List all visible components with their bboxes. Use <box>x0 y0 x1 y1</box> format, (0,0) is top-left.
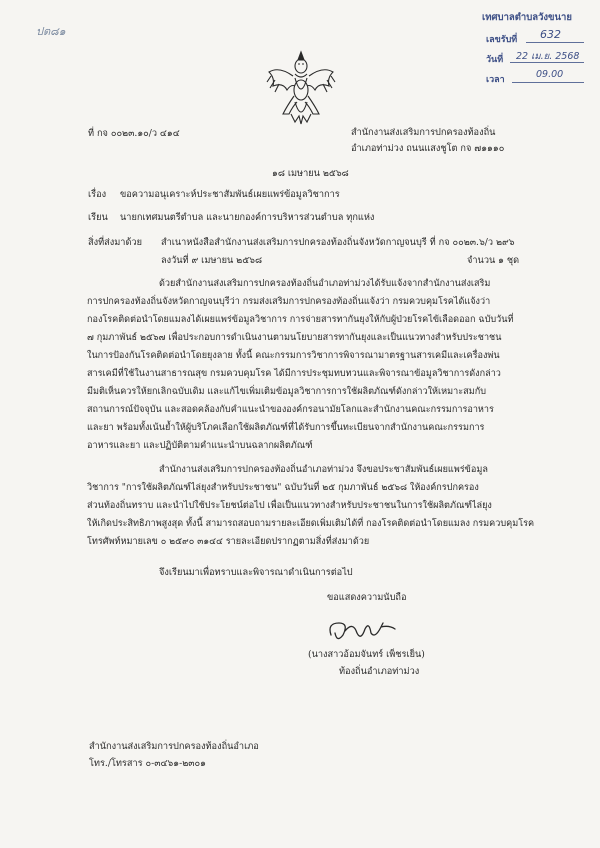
signer-name: (นางสาวอ้อมจันทร์ เพ็ชรเย็น) <box>308 649 425 660</box>
signature-icon <box>323 613 403 647</box>
attachment-count: จำนวน ๑ ชุด <box>467 255 520 266</box>
margin-note: ปต๘๑ <box>36 25 66 38</box>
paragraph-line: กองโรคติดต่อนำโดยแมลงได้เผยแพร่ข้อมูลวิชาการ การจ่ายสารทากันยุงให้กับผู้ป่วยโรคไข้เลือดออก ฉบับวันที่ <box>87 315 514 325</box>
issuer-line-1: สำนักงานส่งเสริมการปกครองท้องถิ่น <box>351 127 496 138</box>
stamp-underline <box>526 42 584 43</box>
garuda-emblem-icon <box>265 48 337 126</box>
paragraph-line: โทรศัพท์หมายเลข ๐ ๒๕๙๐ ๓๑๔๔ รายละเอียดปรากฏตามสิ่งที่ส่งมาด้วย <box>87 537 370 547</box>
subject-label: เรื่อง <box>88 189 107 200</box>
paragraph-line: สถานการณ์ปัจจุบัน และสอดคล้องกับคำแนะนำขององค์กรอนามัยโลกและสำนักงานคณะกรรมการอาหาร <box>87 405 494 415</box>
paragraph-line: ส่วนท้องถิ่นทราบ และนำไปใช้ประโยชน์ต่อไป เพื่อเป็นแนวทางสำหรับประชาชนในการใช้ผลิตภัณฑ์ไล่ยุง <box>87 501 492 511</box>
closing-request: จึงเรียนมาเพื่อทราบและพิจารณาดำเนินการต่อไป <box>159 567 353 578</box>
paragraph-1 <box>87 275 531 455</box>
paragraph-line: วิชาการ "การใช้ผลิตภัณฑ์ไล่ยุงสำหรับประชาชน" ฉบับวันที่ ๒๕ กุมภาพันธ์ ๒๕๖๘ ให้องค์กรปกครอง <box>87 483 479 493</box>
paragraph-line: อาหารและยา และปฏิบัติตามคำแนะนำบนฉลากผลิตภัณฑ์ <box>87 441 313 451</box>
subject-text: ขอความอนุเคราะห์ประชาสัมพันธ์เผยแพร่ข้อมูลวิชาการ <box>120 189 340 200</box>
stamp-date-label: วันที่ <box>486 55 504 65</box>
attachment-line-1: สำเนาหนังสือสำนักงานส่งเสริมการปกครองท้องถิ่นจังหวัดกาญจนบุรี ที่ กจ ๐๐๒๓.๖/ว ๒๙๖ <box>161 237 515 248</box>
paragraph-line: สำนักงานส่งเสริมการปกครองท้องถิ่นอำเภอท่าม่วง จึงขอประชาสัมพันธ์เผยแพร่ข้อมูล <box>159 465 488 475</box>
stamp-time-label: เวลา <box>486 75 505 85</box>
stamp-received-label: เลขรับที่ <box>486 35 518 45</box>
recipient-label: เรียน <box>88 212 108 223</box>
received-stamp <box>480 6 588 98</box>
signer-title: ท้องถิ่นอำเภอท่าม่วง <box>339 666 420 677</box>
paragraph-line: ๗ กุมภาพันธ์ ๒๕๖๗ เพื่อประกอบการดำเนินงานตามนโยบายสารทากันยุงและเป็นแนวทางสำหรับประชาชน <box>87 333 502 343</box>
footer-phone: โทร./โทรสาร ๐-๓๔๖๑-๒๓๐๑ <box>89 758 206 769</box>
attachment-label: สิ่งที่ส่งมาด้วย <box>88 237 142 248</box>
attachment-line-2: ลงวันที่ ๙ เมษายน ๒๕๖๘ <box>161 255 263 266</box>
stamp-time-value: 09.00 <box>536 69 564 80</box>
paragraph-2 <box>87 461 535 551</box>
paragraph-line: ในการป้องกันโรคติดต่อนำโดยยุงลาย ทั้งนี้ คณะกรรมการวิชาการพิจารณามาตรฐานสารเคมีและเครื่องพ่น <box>87 351 500 361</box>
document-date: ๑๘ เมษายน ๒๕๖๘ <box>272 168 349 179</box>
stamp-date-value: 22 เม.ย. 2568 <box>516 51 580 62</box>
paragraph-line: การปกครองท้องถิ่นจังหวัดกาญจนบุรีว่า กรมส่งเสริมการปกครองท้องถิ่นแจ้งว่า กรมควบคุมโรคได้แจ้งว่า <box>87 297 491 307</box>
stamp-underline <box>510 62 584 63</box>
salutation: ขอแสดงความนับถือ <box>327 592 407 603</box>
document-number: ที่ กจ ๐๐๒๓.๑๐/ว ๔๑๔ <box>88 128 180 139</box>
footer-office: สำนักงานส่งเสริมการปกครองท้องถิ่นอำเภอ <box>89 741 259 752</box>
paragraph-line: มีมติเห็นควรให้ยกเลิกฉบับเดิม และแก้ไขเพิ่มเติมข้อมูลวิชาการการใช้ผลิตภัณฑ์ดังกล่าวให้เหมาะสมกับ <box>87 387 486 397</box>
paragraph-line: และยา พร้อมทั้งเน้นย้ำให้ผู้บริโภคเลือกใช้ผลิตภัณฑ์ที่ได้รับการขึ้นทะเบียนจากสำนักงานคณะกรรมการ <box>87 423 485 433</box>
paragraph-line: ให้เกิดประสิทธิภาพสูงสุด ทั้งนี้ สามารถสอบถามรายละเอียดเพิ่มเติมได้ที่ กองโรคติดต่อนำโดยแมลง กรมควบคุมโรค <box>87 519 535 529</box>
recipient-text: นายกเทศมนตรีตำบล และนายกองค์การบริหารส่วนตำบล ทุกแห่ง <box>120 212 375 223</box>
stamp-underline <box>512 82 584 83</box>
paragraph-line: สารเคมีที่ใช้ในงานสาธารณสุข กรมควบคุมโรค ได้มีการประชุมทบทวนและพิจารณาข้อมูลวิชาการดังกล่าว <box>87 369 501 379</box>
issuer-line-2: อำเภอท่าม่วง ถนนแสงชูโต กจ ๗๑๑๑๐ <box>351 143 505 154</box>
stamp-office: เทศบาลตำบลวังขนาย <box>482 12 572 23</box>
stamp-received-no: 632 <box>540 28 561 41</box>
paragraph-line: ด้วยสำนักงานส่งเสริมการปกครองท้องถิ่นอำเภอท่าม่วงได้รับแจ้งจากสำนักงานส่งเสริม <box>159 279 491 289</box>
